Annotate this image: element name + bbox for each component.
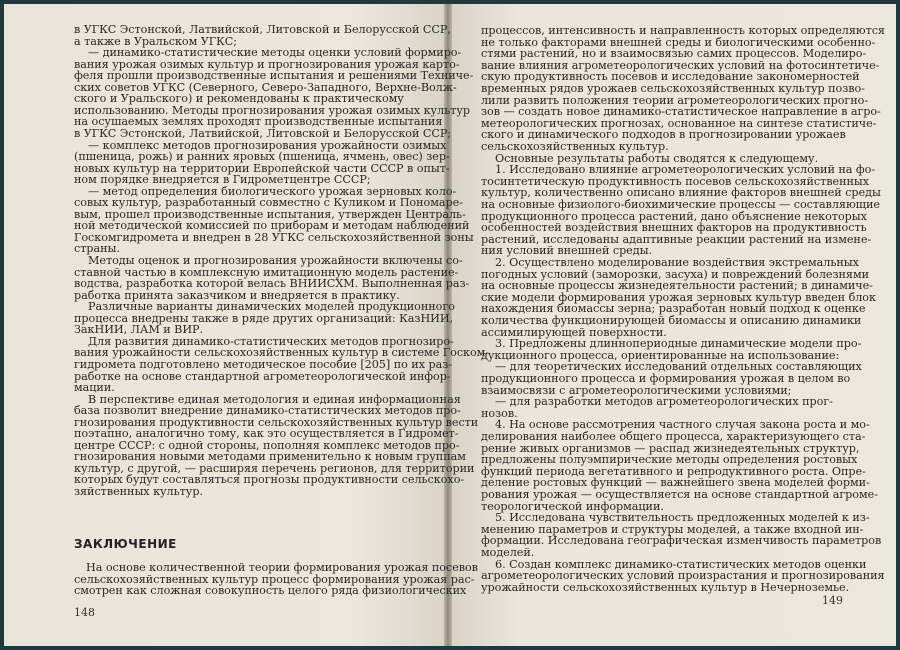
- text-line: на основные процессы жизнедеятельности растений; в динамиче-: [481, 279, 873, 293]
- text-line: продукционного процесса растений, дано объяснение некоторых: [481, 209, 867, 223]
- text-line: ставной частью в комплексную имитационную модель растение-: [74, 265, 459, 279]
- text-line: деление ростовых функций — важнейшего звена моделей форми-: [481, 476, 870, 490]
- text-line: 1. Исследовано влияние агрометеорологических условий на фо-: [495, 163, 876, 177]
- text-line: гнозирования продуктивности сельскохозяйственных культур вести: [74, 415, 479, 429]
- text-line: — динамико-статистические методы оценки условий формиро-: [88, 46, 462, 60]
- text-line: совых культур, разработанный совместно с Куликом и Пономаре-: [74, 196, 463, 210]
- text-line: — комплекс методов прогнозирования урожайности озимых: [88, 138, 447, 152]
- text-line: ЗакНИИ, ЛАМ и ВИР.: [74, 323, 204, 337]
- text-line: гнозирования новыми методами применительно к новым группам: [74, 450, 466, 464]
- text-line: ной методической комиссией по приборам и методам наблюдений: [74, 219, 470, 233]
- text-line: — для теоретических исследований отдельных составляющих: [495, 360, 862, 374]
- text-line: ские модели формирования урожая зерновых культур введен блок: [481, 290, 876, 304]
- text-line: моделей.: [481, 546, 535, 559]
- text-line: особенностей воздействия внешних факторов на продуктивность: [481, 221, 867, 235]
- text-line: сельскохозяйственных культур.: [481, 140, 669, 153]
- text-line: нозов.: [481, 406, 518, 420]
- text-line: тосинтетическую продуктивность посевов сельскохозяйственных: [481, 174, 870, 188]
- text-line: На основе количественной теории формирования урожая посевов: [86, 561, 478, 574]
- text-line: новых культур на территории Европейской части СССР в опыт-: [74, 161, 450, 175]
- text-line: 6. Создан комплекс динамико-статистических методов оценки: [495, 557, 867, 571]
- text-line: в УГКС Эстонской, Латвийской, Литовской и Белорусской ССР;: [74, 126, 452, 140]
- text-line: рение живых организмов — распад жизнедеятельных структур,: [481, 441, 860, 455]
- text-line: работка принята заказчиком и внедряется в практику.: [74, 288, 400, 302]
- text-line: вым, прошел производственные испытания, утвержден Централь-: [74, 207, 466, 221]
- text-line: дукционного процесса, ориентированные на использование:: [481, 348, 840, 362]
- text-line: лили развить положения теории агрометеорологических прогно-: [481, 93, 869, 107]
- text-line: смотрен как сложная совокупность целого ряда физиологических: [74, 584, 467, 598]
- text-line: 3. Предложены длиннопериодные динамические модели про-: [495, 337, 862, 351]
- text-line: 4. На основе рассмотрения частного случая закона роста и мо-: [495, 418, 870, 432]
- text-line: мации.: [74, 381, 115, 395]
- text-line: функций периода вегетативного и репродуктивного роста. Опре-: [481, 464, 866, 478]
- text-line: центре СССР: с одной стороны, пополняя комплекс методов про-: [74, 438, 460, 452]
- text-line: 5. Исследована чувствительность предложенных моделей к из-: [495, 511, 870, 525]
- text-line: стями растений, но и взаимосвязью самих процессов. Моделиро-: [481, 47, 867, 61]
- text-line: В перспективе единая методология и единая информационная: [88, 392, 461, 406]
- text-line: теорологической информации.: [481, 499, 664, 513]
- text-line: страны.: [74, 242, 120, 256]
- text-line: процесса внедрены также в ряде других организаций: КазНИИ,: [74, 311, 454, 325]
- text-line: сельскохозяйственных культур процесс формирования урожая рас-: [74, 572, 475, 586]
- text-line: на основные физиолого-биохимические процессы — составляющие: [481, 198, 880, 211]
- text-line: ния условий внешней среды.: [481, 244, 652, 258]
- text-line: растений, исследованы адаптивные реакции растений на измене-: [481, 232, 872, 246]
- text-line: менению параметров и структуры моделей, а также входной ин-: [481, 522, 864, 536]
- text-line: взаимосвязи с агрометеорологическими условиями;: [481, 383, 792, 397]
- text-line: формации. Исследована географическая изменчивость параметров: [481, 534, 882, 548]
- text-line: ского и Уральского) и рекомендованы к практическому: [74, 92, 404, 106]
- text-line: рования урожая — осуществляется на основе стандартной агроме-: [481, 488, 878, 501]
- text-line: делирования наиболее общего процесса, характеризующего ста-: [481, 430, 866, 443]
- text-line: на осушаемых землях проходят производственные испытания: [74, 115, 443, 129]
- text-line: продукционного процесса и формирования урожая в целом во: [481, 372, 851, 385]
- text-line: предложены полуэмпирические методы определения ростовых: [481, 453, 858, 467]
- text-line: нахождения биомассы зерна; разработан новый подход к оценке: [481, 302, 866, 316]
- text-line: водства, разработка которой велась ВНИИСХМ. Выполненная раз-: [74, 277, 470, 291]
- text-line: процессов, интенсивность и направленность которых определяются: [481, 24, 885, 37]
- text-line: ном порядке внедряется в Гидрометцентре СССР;: [74, 173, 371, 187]
- text-line: — для разработки методов агрометеорологических прог-: [495, 395, 833, 409]
- text-line: база позволит внедрение динамико-статистических методов про-: [74, 404, 461, 418]
- text-line: скую продуктивность посевов и исследование закономерностей: [481, 70, 860, 84]
- text-line: использованию. Методы прогнозирования урожая озимых культур: [74, 103, 470, 117]
- text-line: поэтапно, аналогично тому, как это осуществляется в Гидромет-: [74, 427, 459, 441]
- text-line: вания урожая озимых культур и прогнозирования урожая карто-: [74, 57, 460, 71]
- text-line: которых будут составляться прогнозы продуктивности сельскохо-: [74, 473, 465, 487]
- text-line: — метод определения биологического урожая зерновых коло-: [88, 184, 457, 198]
- conclusion-heading: ЗАКЛЮЧЕНИЕ: [74, 537, 177, 551]
- text-line: гидромета подготовлено методическое пособие [205] по их раз-: [74, 357, 452, 371]
- text-line: зяйственных культур.: [74, 485, 203, 498]
- page-number-left: 148: [74, 606, 95, 619]
- text-line: Различные варианты динамических моделей продукционного: [88, 300, 455, 314]
- text-line: ассимилирующей поверхности.: [481, 325, 667, 339]
- text-line: 2. Осуществлено моделирование воздействия экстремальных: [495, 256, 859, 269]
- text-line: ских советов УГКС (Северного, Северо-Западного, Верхне-Волж-: [74, 80, 457, 94]
- text-line: культур, с другой, — расширяя перечень регионов, для территории: [74, 461, 475, 475]
- text-line: временных рядов урожаев сельскохозяйственных культур позво-: [481, 82, 865, 95]
- text-line: урожайности сельскохозяйственных культур в Нечерноземье.: [481, 580, 850, 594]
- text-line: культур, количественно описано влияние факторов внешней среды: [481, 186, 881, 200]
- text-line: метеорологических прогнозах, основанное на синтезе статистиче-: [481, 116, 877, 130]
- page-number-right: 149: [822, 594, 843, 607]
- text-line: в УГКС Эстонской, Латвийской, Литовской и Белорусской ССР,: [74, 23, 451, 36]
- text-line: вания урожайности сельскохозяйственных культур в системе Госком-: [74, 346, 490, 360]
- text-line: агрометеорологических условий произрастания и прогнозирования: [481, 569, 885, 583]
- text-line: Госкомгидромета и внедрен в 28 УГКС сельскохозяйственной зоны: [74, 230, 474, 244]
- text-line: ского и динамического подходов в прогнозировании урожаев: [481, 128, 846, 142]
- text-line: количества функционирующей биомассы и описанию динамики: [481, 314, 862, 327]
- text-line: работке на основе стандартной агрометеорологической инфор-: [74, 369, 451, 383]
- text-line: а также в Уральском УГКС;: [74, 34, 237, 48]
- text-line: зов — создать новое динамико-статистическое направление в агро-: [481, 105, 881, 119]
- text-line: Для развития динамико-статистических методов прогнозиро-: [88, 334, 454, 348]
- text-line: Методы оценок и прогнозирования урожайности включены со-: [88, 254, 463, 267]
- text-line: Основные результаты работы сводятся к следующему.: [495, 151, 819, 165]
- text-line: вание влияния агрометеорологических условий на фотосинтетиче-: [481, 58, 880, 72]
- text-line: не только факторами внешней среды и биологическими особенно-: [481, 35, 876, 49]
- text-line: феля прошли производственные испытания и решениями Техниче-: [74, 69, 474, 83]
- book-gutter: [444, 4, 452, 646]
- text-line: (пшеница, рожь) и ранних яровых (пшеница, ячмень, овес) зер-: [74, 150, 450, 164]
- text-line: погодных условий (заморозки, засуха) и повреждений болезнями: [481, 267, 870, 281]
